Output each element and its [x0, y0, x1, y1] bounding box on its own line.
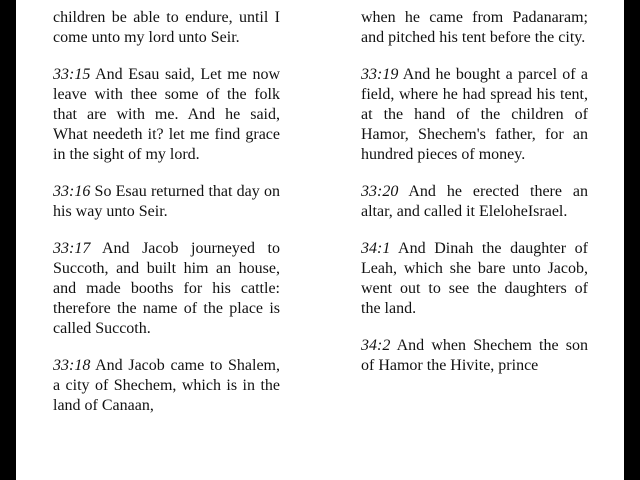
- verse-text: And Jacob came to Shalem, a city of Shechem, which is in the land of Canaan,: [53, 357, 280, 414]
- verse-text: And he erected there an altar, and called it EleloheIsrael.: [361, 183, 588, 220]
- paragraph: [53, 239, 280, 339]
- verse-text: And when Shechem the son of Hamor the Hivite, prince: [361, 337, 588, 374]
- verse-text: And Jacob journeyed to Succoth, and built him an house, and made booths for his cattle: therefore the name of the place is called Succoth.: [53, 240, 280, 337]
- paragraph: [53, 8, 280, 48]
- paragraph: [53, 356, 280, 416]
- paragraph: [361, 8, 588, 48]
- verse-text: So Esau returned that day on his way unto Seir.: [53, 183, 280, 220]
- verse-text: And he bought a parcel of a field, where he had spread his tent, at the hand of the children of Hamor, Shechem's father, for an hundred pieces of money.: [361, 66, 588, 163]
- right-column: [361, 8, 588, 393]
- verse-ref: 33:18: [53, 357, 91, 374]
- verse-ref: 33:15: [53, 66, 91, 83]
- paragraph: [361, 65, 588, 165]
- paragraph: [53, 182, 280, 222]
- paragraph: [361, 182, 588, 222]
- verse-text: when he came from Padanaram; and pitched his tent before the city.: [361, 9, 588, 46]
- paragraph: [361, 336, 588, 376]
- verse-text: And Dinah the daughter of Leah, which she bare unto Jacob, went out to see the daughters of the land.: [361, 240, 588, 317]
- paragraph: [361, 239, 588, 319]
- verse-ref: 34:1: [361, 240, 391, 257]
- verse-ref: 33:17: [53, 240, 91, 257]
- verse-text: And Esau said, Let me now leave with thee some of the folk that are with me. And he said, What needeth it? let me find grace in the sight of my lord.: [53, 66, 280, 163]
- left-column: [53, 8, 280, 433]
- verse-ref: 33:20: [361, 183, 399, 200]
- book-page: [16, 0, 624, 480]
- paragraph: [53, 65, 280, 165]
- verse-ref: 33:16: [53, 183, 91, 200]
- verse-ref: 34:2: [361, 337, 391, 354]
- verse-text: children be able to endure, until I come unto my lord unto Seir.: [53, 9, 280, 46]
- verse-ref: 33:19: [361, 66, 399, 83]
